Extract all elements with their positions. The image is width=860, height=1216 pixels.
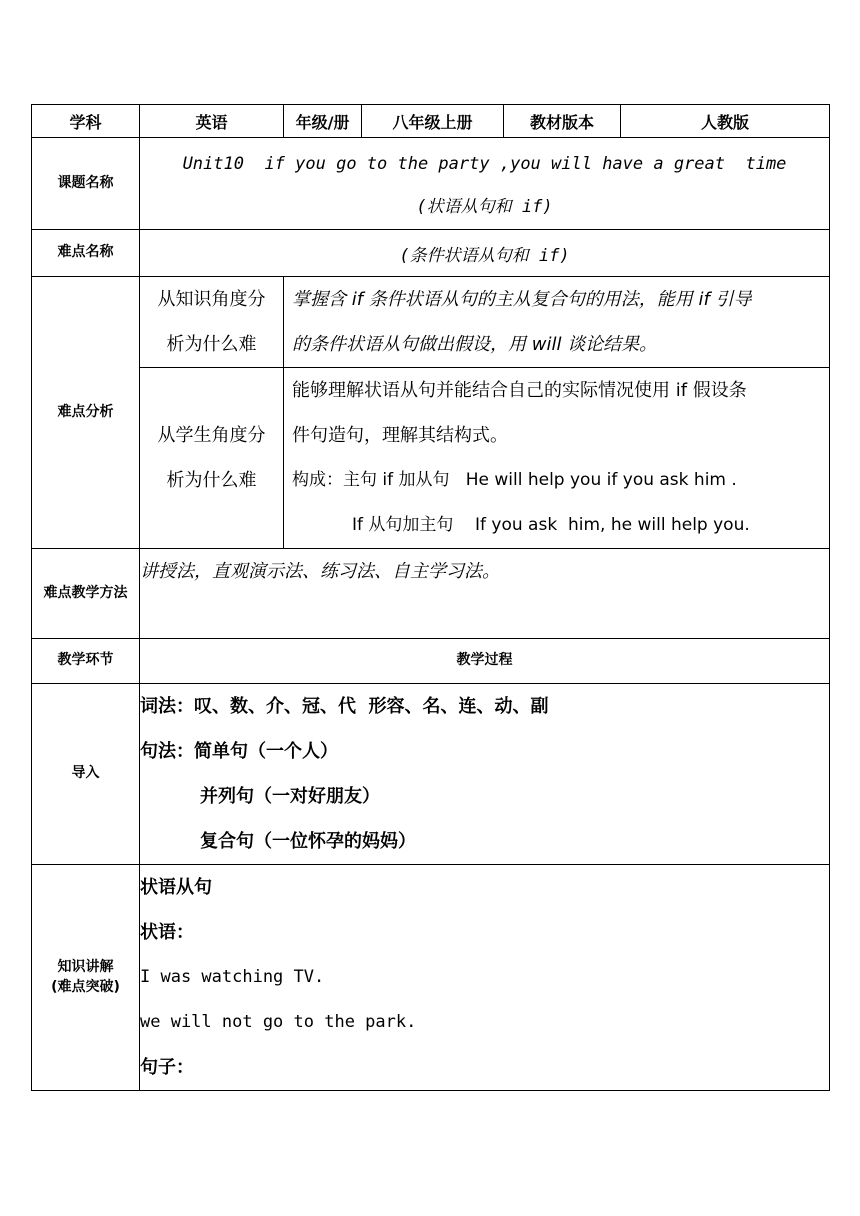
grade-value: 八年级上册 (362, 105, 504, 138)
knowledge-label-cell (32, 865, 140, 1091)
knowledge-line-1: 状语从句 (140, 877, 212, 898)
knowledge-angle-cell (140, 277, 284, 368)
student-angle-text-2: 件句造句，理解其结构式。 (292, 425, 508, 446)
knowledge-content (140, 865, 830, 1091)
difficulty-name-row (32, 230, 830, 277)
subject-value: 英语 (140, 105, 284, 138)
topic-label: 课题名称 (32, 138, 140, 230)
textbook-value: 人教版 (621, 105, 830, 138)
analysis-student-row (32, 368, 830, 549)
topic-subtitle: (状语从句和 if) (416, 197, 553, 217)
student-angle-label-1: 从学生角度分 (157, 425, 266, 446)
difficulty-name-value: (条件状语从句和 if) (140, 230, 830, 277)
knowledge-angle-label-2: 析为什么难 (166, 334, 257, 355)
intro-row (32, 684, 830, 865)
knowledge-angle-text-cell (284, 277, 830, 368)
section-value: 教学过程 (140, 639, 830, 684)
intro-line-1: 词法：叹、数、介、冠、代 形容、名、连、动、副 (140, 696, 549, 717)
topic-row (32, 138, 830, 230)
topic-title: Unit10 if you go to the party ,you will have a great time (182, 154, 787, 174)
knowledge-angle-text-2: 的条件状语从句做出假设，用 will 谈论结果。 (292, 334, 658, 355)
topic-cell (140, 138, 830, 230)
knowledge-label-2: (难点突破) (51, 978, 120, 995)
student-angle-text-4: If 从句加主句 If you ask him, he will help you. (352, 515, 750, 535)
analysis-knowledge-row (32, 277, 830, 368)
method-value: 讲授法，直观演示法、练习法、自主学习法。 (140, 549, 830, 639)
student-angle-cell (140, 368, 284, 549)
lesson-plan-table (31, 104, 830, 1091)
knowledge-line-4: we will not go to the park. (140, 1012, 417, 1032)
student-angle-text-1: 能够理解状语从句并能结合自己的实际情况使用 if 假设条 (292, 380, 747, 401)
student-angle-text-cell (284, 368, 830, 549)
intro-line-4: 复合句（一位怀孕的妈妈） (200, 831, 416, 852)
knowledge-angle-text-1: 掌握含 if 条件状语从句的主从复合句的用法，能用 if 引导 (292, 289, 752, 310)
textbook-label: 教材版本 (504, 105, 621, 138)
knowledge-angle-label-1: 从知识角度分 (157, 289, 266, 310)
section-label: 教学环节 (32, 639, 140, 684)
method-label: 难点教学方法 (32, 549, 140, 639)
intro-line-2: 句法：简单句（一个人） (140, 741, 338, 762)
intro-content (140, 684, 830, 865)
knowledge-line-2: 状语： (140, 922, 194, 943)
method-row (32, 549, 830, 639)
difficulty-name-label: 难点名称 (32, 230, 140, 277)
knowledge-line-3: I was watching TV. (140, 967, 325, 987)
grade-label: 年级/册 (284, 105, 362, 138)
intro-line-3: 并列句（一对好朋友） (200, 786, 380, 807)
section-row (32, 639, 830, 684)
knowledge-line-5: 句子： (140, 1057, 194, 1078)
header-row (32, 105, 830, 138)
student-angle-text-3: 构成：主句 if 加从句 He will help you if you ask him . (292, 470, 737, 490)
knowledge-label-1: 知识讲解 (57, 958, 114, 975)
student-angle-label-2: 析为什么难 (166, 470, 257, 491)
subject-label: 学科 (32, 105, 140, 138)
analysis-label: 难点分析 (32, 277, 140, 549)
intro-label: 导入 (32, 684, 140, 865)
knowledge-row (32, 865, 830, 1091)
